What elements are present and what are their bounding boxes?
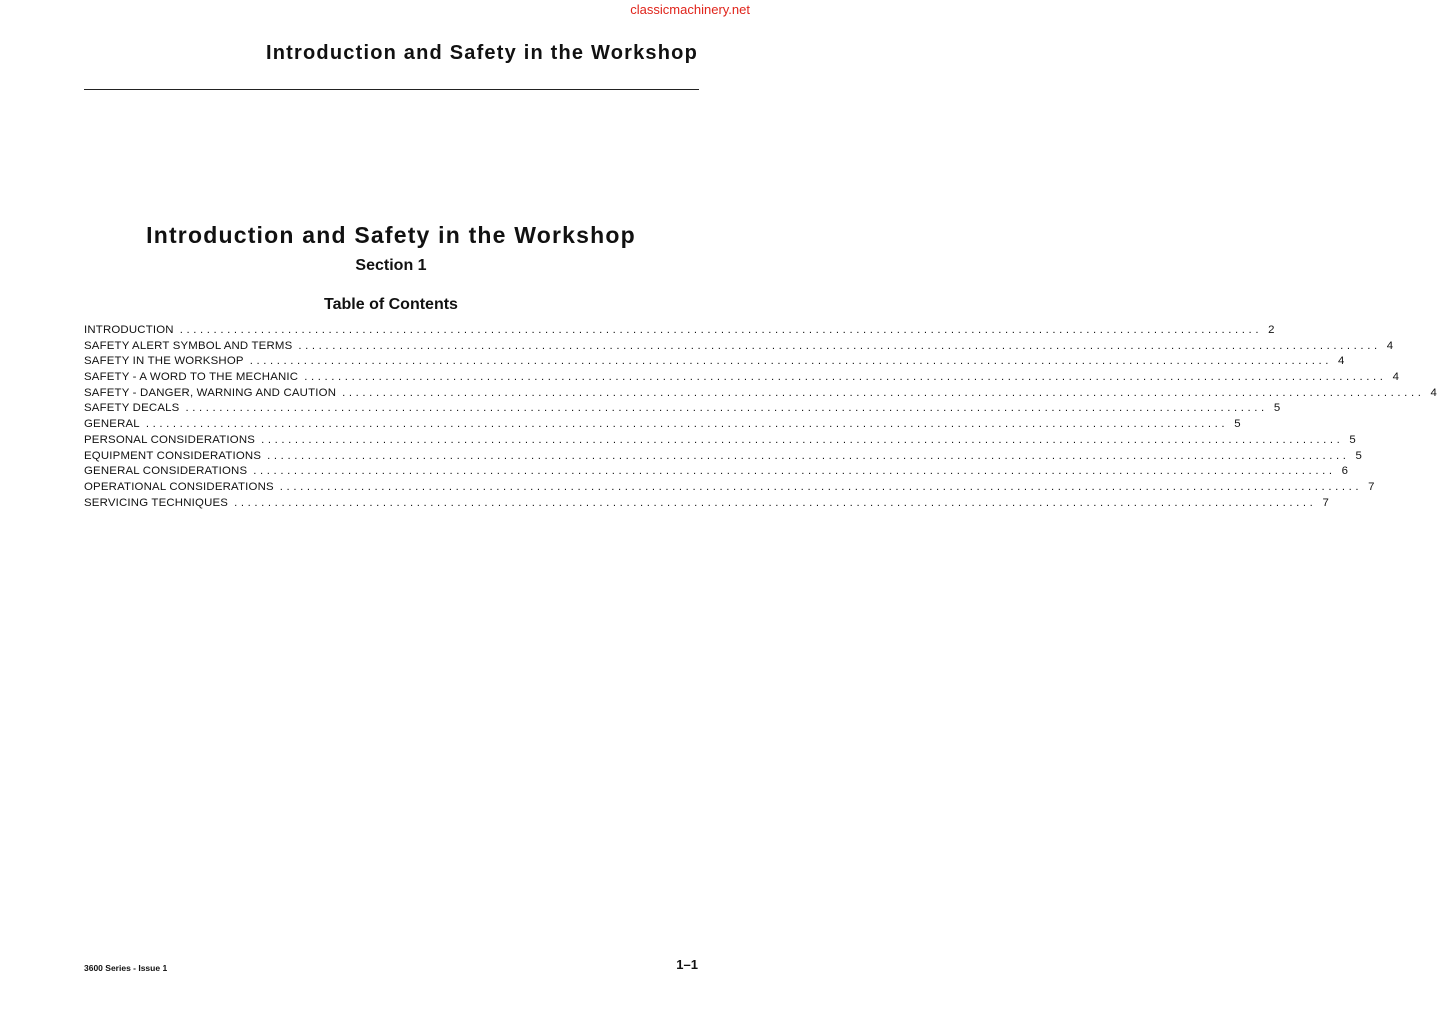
toc-entry-label: SAFETY DECALS: [84, 402, 180, 415]
toc-entry-label: SAFETY ALERT SYMBOL AND TERMS: [84, 339, 293, 352]
toc-entry-label: GENERAL: [84, 418, 140, 431]
toc-entry-page: 4: [1386, 339, 1394, 352]
toc-entry-label: SAFETY - A WORD TO THE MECHANIC: [84, 371, 299, 384]
watermark-link[interactable]: classicmachinery.net: [630, 2, 750, 17]
toc-entry-page: 2: [1268, 324, 1275, 336]
running-header-title: Introduction and Safety in the Workshop: [266, 42, 698, 64]
toc-entry-label: OPERATIONAL CONSIDERATIONS: [84, 480, 274, 493]
dot-leader: ................................................................................................................................................................: [261, 433, 1344, 446]
section-number: Section 1: [355, 257, 427, 274]
dot-leader: ................................................................................................................................................................: [298, 339, 1381, 352]
toc-entry-page: 5: [1355, 449, 1362, 462]
dot-leader: ................................................................................................................................................................: [267, 449, 1350, 462]
header-divider: [84, 89, 699, 90]
toc-entry-page: 4: [1392, 371, 1399, 384]
dot-leader: ................................................................................................................................................................: [234, 496, 1317, 509]
dot-leader: ................................................................................................................................................................: [249, 355, 1333, 368]
toc-entry-label: GENERAL CONSIDERATIONS: [84, 465, 248, 478]
toc-entry-safety-decals[interactable]: [84, 402, 1281, 418]
toc-entry-introduction[interactable]: [84, 324, 1275, 340]
dot-leader: ................................................................................................................................................................: [279, 480, 1363, 493]
toc-entry-page: 7: [1322, 496, 1329, 509]
footer-series: 3600 Series - Issue 1: [84, 963, 168, 973]
toc-entry-page: 5: [1349, 433, 1356, 446]
footer-page-number: 1–1: [676, 957, 698, 972]
dot-leader: ................................................................................................................................................................: [179, 324, 1263, 336]
toc-entry-label: SERVICING TECHNIQUES: [84, 496, 229, 509]
toc-entry-page: 6: [1341, 465, 1348, 478]
toc-entry-general[interactable]: [84, 418, 1241, 434]
toc-entry-page: 4: [1338, 355, 1345, 368]
toc-entry-word-to-mechanic[interactable]: [84, 371, 1399, 387]
dot-leader: ................................................................................................................................................................: [253, 465, 1336, 478]
toc-entry-label: SAFETY - DANGER, WARNING AND CAUTION: [84, 386, 337, 399]
section-title: Introduction and Safety in the Workshop: [146, 222, 636, 248]
toc-entry-danger-warning-caution[interactable]: [84, 386, 1437, 403]
toc-entry-page: 4: [1430, 386, 1437, 399]
toc-entry-equipment-considerations[interactable]: [84, 449, 1362, 466]
toc-entry-label: INTRODUCTION: [84, 324, 174, 336]
toc-entry-page: 5: [1234, 418, 1241, 431]
dot-leader: ................................................................................................................................................................: [304, 371, 1387, 384]
dot-leader: ................................................................................................................................................................: [185, 402, 1268, 415]
toc-entry-label: PERSONAL CONSIDERATIONS: [84, 433, 256, 446]
toc-entry-operational-considerations[interactable]: [84, 480, 1375, 497]
toc-entry-general-considerations[interactable]: [84, 465, 1348, 481]
toc-entry-safety-alert-symbol[interactable]: [84, 339, 1394, 356]
toc-heading: Table of Contents: [324, 296, 458, 313]
toc-entry-personal-considerations[interactable]: [84, 433, 1356, 450]
toc-entry-servicing-techniques[interactable]: [84, 496, 1329, 513]
toc-entry-page: 7: [1368, 480, 1375, 493]
table-of-contents: [84, 324, 1437, 512]
toc-entry-safety-in-workshop[interactable]: [84, 355, 1345, 371]
toc-entry-label: EQUIPMENT CONSIDERATIONS: [84, 449, 262, 462]
toc-entry-page: 5: [1273, 402, 1281, 415]
dot-leader: ................................................................................................................................................................: [145, 418, 1229, 431]
dot-leader: ................................................................................................................................................................: [342, 386, 1425, 399]
toc-entry-label: SAFETY IN THE WORKSHOP: [84, 355, 244, 368]
